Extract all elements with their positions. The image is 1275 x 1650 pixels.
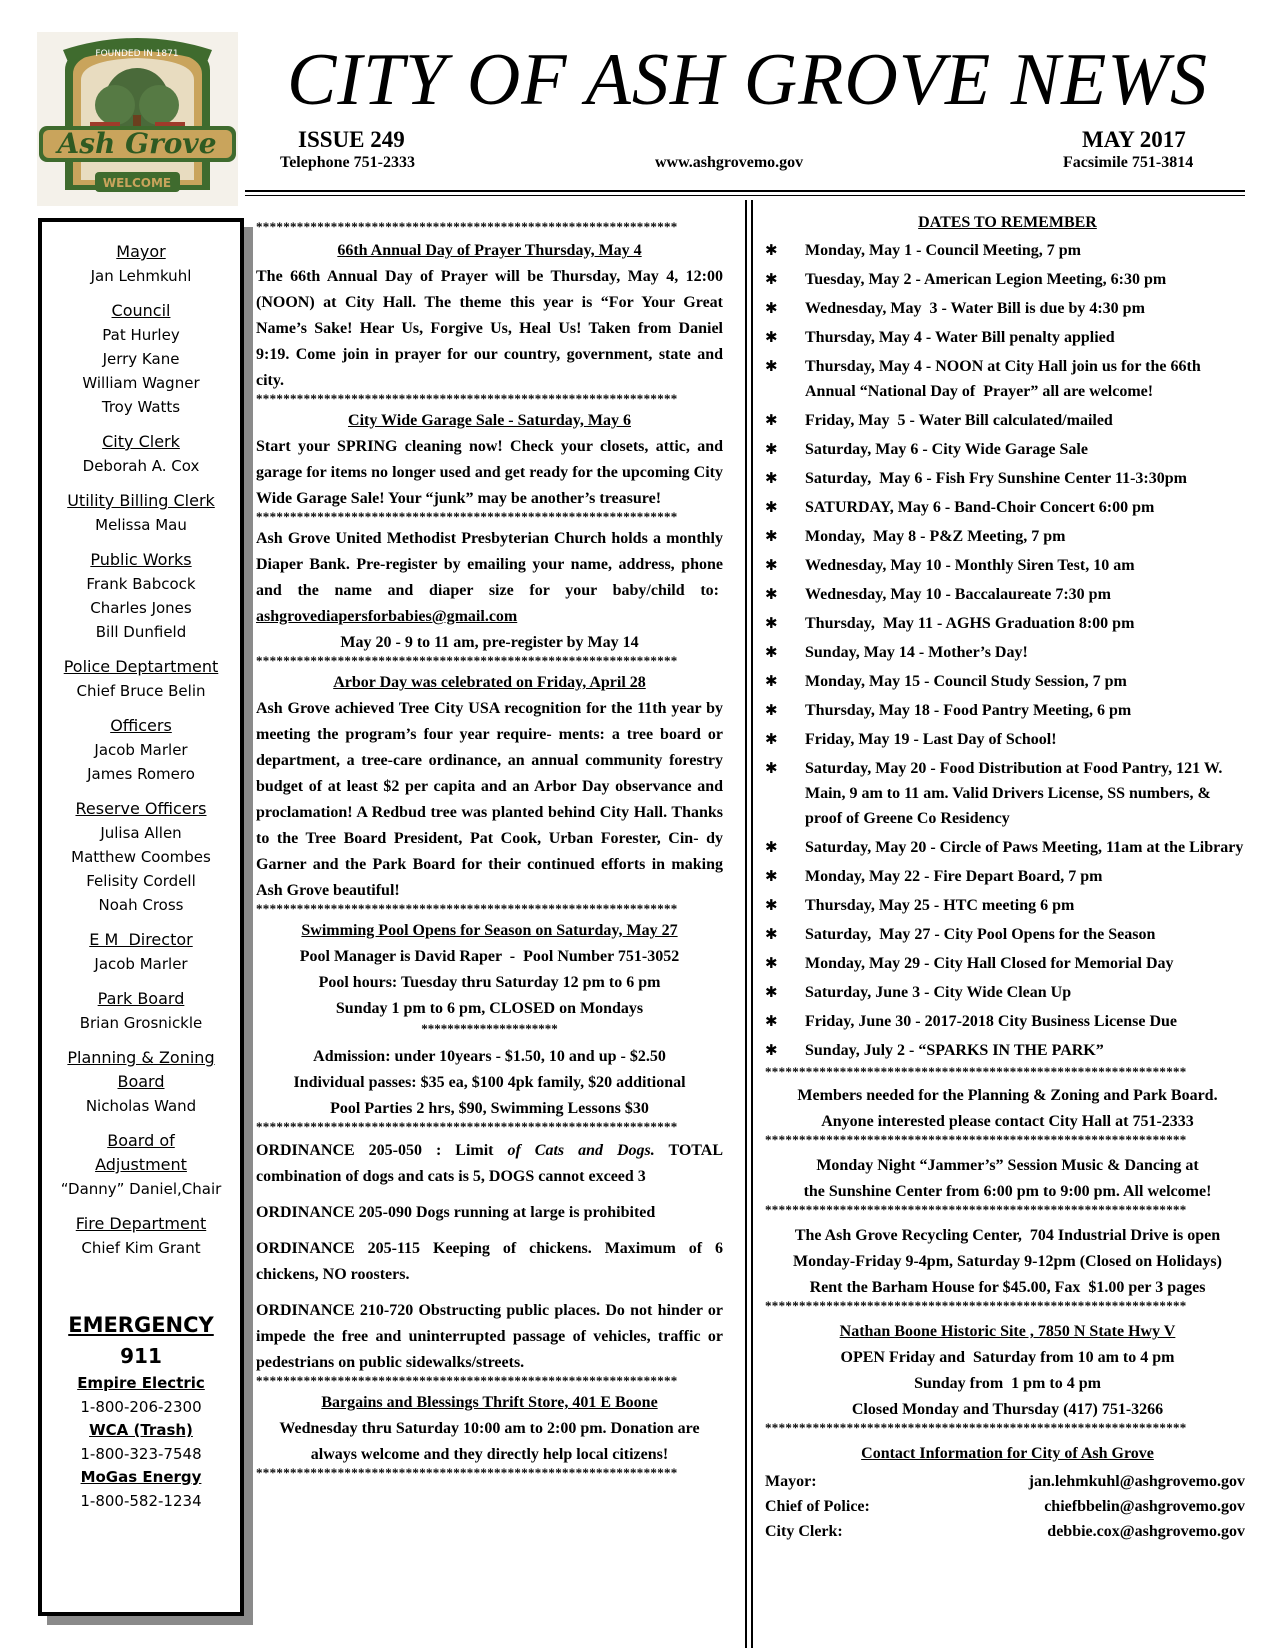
section-heading: Park Board xyxy=(97,989,185,1008)
bullet-icon: ✱ xyxy=(765,730,778,748)
bullet-icon: ✱ xyxy=(765,270,778,288)
official-name: Jacob Marler xyxy=(94,955,188,973)
bullet-icon: ✱ xyxy=(765,672,778,690)
star-divider: ************************************************************** xyxy=(256,394,678,404)
sidebar-section-utility-billing xyxy=(42,489,240,537)
section-heading: City Clerk xyxy=(102,432,180,451)
boone-site-title: Nathan Boone Historic Site , 7850 N State Hwy V xyxy=(839,1323,1176,1340)
date-text: Thursday, May 4 - NOON at City Hall join us for the 66th Annual “National Day of Prayer” all are welcome! xyxy=(805,358,1204,400)
utility-phone: 1-800-206-2300 xyxy=(80,1398,202,1416)
section-heading: Fire Department xyxy=(75,1214,207,1233)
sidebar-section-officers xyxy=(42,714,240,786)
star-divider: ************************************************************** xyxy=(765,1135,1187,1145)
star-divider: ************************************************************** xyxy=(256,1468,678,1478)
pool-title: Swimming Pool Opens for Season on Saturday, May 27 xyxy=(301,922,678,939)
date-item xyxy=(765,893,1250,918)
header-rule-thin xyxy=(245,195,1245,196)
date-text: Saturday, May 6 - Fish Fry Sunshine Center 11-3:30pm xyxy=(805,470,1187,487)
section-heading: E M Director xyxy=(89,930,193,949)
column-divider xyxy=(745,200,747,1648)
star-divider: ************************************************************** xyxy=(765,1067,1187,1077)
contact-email[interactable]: jan.lehmkuhl@ashgrovemo.gov xyxy=(1028,1473,1245,1490)
official-name: Troy Watts xyxy=(101,398,181,416)
official-name: Frank Babcock xyxy=(86,575,196,593)
ash-grove-logo xyxy=(35,30,240,208)
date-item xyxy=(765,466,1250,491)
ordinance-chickens: ORDINANCE 205-115 Keeping of chickens. Maximum of 6 chickens, NO roosters. xyxy=(256,1240,723,1283)
thrift-store-body: Wednesday thru Saturday 10:00 am to 2:00 pm. Donation are always welcome and they directly help local citizens! xyxy=(279,1420,700,1463)
star-divider: ************************************************************** xyxy=(256,1376,678,1386)
bullet-icon: ✱ xyxy=(765,328,778,346)
diaper-bank-schedule: May 20 - 9 to 11 am, pre-register by May 14 xyxy=(340,634,639,651)
bullet-icon: ✱ xyxy=(765,556,778,574)
star-divider: ************************************************************** xyxy=(256,222,678,232)
bullet-icon: ✱ xyxy=(765,838,778,856)
date-text: Thursday, May 4 - Water Bill penalty applied xyxy=(805,329,1115,346)
date-text: Friday, May 19 - Last Day of School! xyxy=(805,731,1057,748)
bullet-icon: ✱ xyxy=(765,527,778,545)
bullet-icon: ✱ xyxy=(765,701,778,719)
official-name: William Wagner xyxy=(82,374,200,392)
date-text: Sunday, May 14 - Mother’s Day! xyxy=(805,644,1028,661)
sidebar-section-city-clerk xyxy=(42,430,240,478)
official-name: Melissa Mau xyxy=(95,516,187,534)
utility-name: Empire Electric xyxy=(77,1374,205,1392)
star-divider: ************************************************************** xyxy=(765,1423,1187,1433)
sidebar-section-reserve-officers xyxy=(42,797,240,917)
official-name: Bill Dunfield xyxy=(95,623,187,641)
date-item xyxy=(765,864,1250,889)
diaper-bank-text: Ash Grove United Methodist Presbyterian Church holds a monthly Diaper Bank. Pre-register by emailing your name, address, phone and the name and diaper size for your baby/child to: xyxy=(256,530,723,599)
section-heading: Reserve Officers xyxy=(75,799,207,818)
contact-row xyxy=(765,1469,1245,1494)
date-text: Tuesday, May 2 - American Legion Meeting, 6:30 pm xyxy=(805,271,1167,288)
star-divider: ************************************************************** xyxy=(256,904,678,914)
right-column xyxy=(765,212,1250,1544)
ordinance-cats-dogs xyxy=(256,1138,723,1190)
date-text: Thursday, May 11 - AGHS Graduation 8:00 pm xyxy=(805,615,1135,632)
recycling-center: Monday-Friday 9-4pm, Saturday 9-12pm (Closed on Holidays) xyxy=(793,1253,1222,1270)
sidebar-section-fire-department xyxy=(42,1212,240,1260)
official-name: Jacob Marler xyxy=(94,741,188,759)
logo-welcome: WELCOME xyxy=(102,176,172,190)
bullet-icon: ✱ xyxy=(765,614,778,632)
utility-name: WCA (Trash) xyxy=(89,1421,193,1439)
date-item xyxy=(765,495,1250,520)
sidebar-section-mayor xyxy=(42,240,240,288)
date-item xyxy=(765,325,1250,350)
date-item xyxy=(765,238,1250,263)
official-name: “Danny” Daniel,Chair xyxy=(60,1180,222,1198)
date-item xyxy=(765,296,1250,321)
contact-row xyxy=(765,1494,1245,1519)
date-text: Friday, May 5 - Water Bill calculated/mailed xyxy=(805,412,1113,429)
section-heading: Utility Billing Clerk xyxy=(67,491,215,510)
date-item xyxy=(765,835,1250,860)
issue-date: MAY 2017 xyxy=(1082,127,1186,152)
official-name: Pat Hurley xyxy=(102,326,180,344)
official-name: Matthew Coombes xyxy=(71,848,211,866)
date-text: Monday, May 22 - Fire Depart Board, 7 pm xyxy=(805,868,1103,885)
bullet-icon: ✱ xyxy=(765,925,778,943)
garage-sale-title: City Wide Garage Sale - Saturday, May 6 xyxy=(348,412,631,429)
date-item xyxy=(765,698,1250,723)
contact-role: Mayor: xyxy=(765,1473,817,1490)
sidebar-section-planning-zoning xyxy=(42,1046,240,1118)
contact-row xyxy=(765,1519,1245,1544)
bullet-icon: ✱ xyxy=(765,896,778,914)
sidebar-section-council xyxy=(42,299,240,419)
bullet-icon: ✱ xyxy=(765,299,778,317)
garage-sale-body: Start your SPRING cleaning now! Check your closets, attic, and garage for items no longer used and get ready for the upcoming City Wide Garage Sale! Your “junk” may be another’s treasure! xyxy=(256,438,723,507)
column-divider xyxy=(751,200,753,1648)
date-item xyxy=(765,756,1250,831)
date-text: Wednesday, May 10 - Monthly Siren Test, 10 am xyxy=(805,557,1135,574)
date-text: Thursday, May 18 - Food Pantry Meeting, 6 pm xyxy=(805,702,1132,719)
date-text: Saturday, May 20 - Circle of Paws Meeting, 11am at the Library xyxy=(805,839,1244,856)
date-text: Thursday, May 25 - HTC meeting 6 pm xyxy=(805,897,1075,914)
ordinance-text-italic: of Cats and Dogs. xyxy=(507,1142,655,1159)
contact-info-title: Contact Information for City of Ash Grove xyxy=(861,1445,1154,1462)
utility-name: MoGas Energy xyxy=(80,1468,202,1486)
officials-sidebar xyxy=(38,218,244,1616)
official-name: James Romero xyxy=(87,765,195,783)
boone-site-line: OPEN Friday and Saturday from 10 am to 4 pm xyxy=(840,1349,1175,1366)
date-text: Monday, May 15 - Council Study Session, 7 pm xyxy=(805,673,1127,690)
middle-column xyxy=(256,222,723,1478)
diaper-bank-body xyxy=(256,526,723,630)
date-item xyxy=(765,437,1250,462)
utility-phone: 1-800-582-1234 xyxy=(80,1492,202,1510)
pool-line: Pool hours: Tuesday thru Saturday 12 pm to 6 pm xyxy=(318,974,661,991)
official-name: Charles Jones xyxy=(90,599,192,617)
official-name: Felisity Cordell xyxy=(86,872,196,890)
sidebar-section-public-works xyxy=(42,548,240,644)
official-name: Julisa Allen xyxy=(100,824,182,842)
boone-site-line: Closed Monday and Thursday (417) 751-3266 xyxy=(851,1401,1164,1418)
dates-list xyxy=(765,238,1250,1063)
official-name: Chief Bruce Belin xyxy=(76,682,206,700)
bullet-icon: ✱ xyxy=(765,440,778,458)
date-item xyxy=(765,669,1250,694)
emergency-number: 911 xyxy=(120,1344,162,1368)
bullet-icon: ✱ xyxy=(765,498,778,516)
arbor-day-body: Ash Grove achieved Tree City USA recognition for the 11th year by meeting the program’s four year require- ments: a tree board or department, a tree-care ordinance, an annual community forestry budget of at least $2 per capita and an Arbor Day observance and proclamation! A Redbud tree was planted behind City Hall. Thanks to the Tree Board President, Pat Cook, Urban Forester, Cin- dy Garner and the Park Board for their continued efforts in making Ash Grove beautiful! xyxy=(256,700,723,899)
contact-email[interactable]: chiefbbelin@ashgrovemo.gov xyxy=(1044,1498,1245,1515)
emergency-heading: EMERGENCY xyxy=(68,1313,214,1337)
date-text: Monday, May 8 - P&Z Meeting, 7 pm xyxy=(805,528,1066,545)
date-text: Sunday, July 2 - “SPARKS IN THE PARK” xyxy=(805,1042,1104,1059)
date-text: Wednesday, May 10 - Baccalaureate 7:30 pm xyxy=(805,586,1111,603)
issue-number: ISSUE 249 xyxy=(298,127,405,152)
recycling-center: Rent the Barham House for $45.00, Fax $1.00 per 3 pages xyxy=(809,1279,1206,1296)
date-text: Wednesday, May 3 - Water Bill is due by 4:30 pm xyxy=(805,300,1145,317)
official-name: Noah Cross xyxy=(98,896,184,914)
bullet-icon: ✱ xyxy=(765,469,778,487)
ordinance-dogs-at-large: ORDINANCE 205-090 Dogs running at large is prohibited xyxy=(256,1204,656,1221)
telephone: Telephone 751-2333 xyxy=(280,154,415,171)
jammers-session: the Sunshine Center from 6:00 pm to 9:00 pm. All welcome! xyxy=(803,1183,1212,1200)
star-divider: ************************************************************** xyxy=(765,1205,1187,1215)
star-divider: ************************************************************** xyxy=(256,512,678,522)
date-text: Monday, May 29 - City Hall Closed for Memorial Day xyxy=(805,955,1174,972)
date-item xyxy=(765,922,1250,947)
prayer-body: The 66th Annual Day of Prayer will be Thursday, May 4, 12:00 (NOON) at City Hall. The theme this year is “For Your Great Name’s Sake! Hear Us, Forgive Us, Heal Us! Taken from Daniel 9:19. Come join in prayer for our country, government, state and city. xyxy=(256,268,723,389)
masthead-title: CITY OF ASH GROVE NEWS xyxy=(287,39,1208,121)
section-heading: Council xyxy=(111,301,171,320)
date-text: SATURDAY, May 6 - Band-Choir Concert 6:00 pm xyxy=(805,499,1155,516)
contact-role: City Clerk: xyxy=(765,1523,843,1540)
bullet-icon: ✱ xyxy=(765,585,778,603)
pool-admission: Pool Parties 2 hrs, $90, Swimming Lessons $30 xyxy=(330,1100,649,1117)
prayer-title: 66th Annual Day of Prayer Thursday, May 4 xyxy=(337,242,642,259)
bullet-icon: ✱ xyxy=(765,241,778,259)
official-name: Jan Lehmkuhl xyxy=(90,267,192,285)
bullet-icon: ✱ xyxy=(765,411,778,429)
section-heading: Mayor xyxy=(116,242,166,261)
date-item xyxy=(765,582,1250,607)
pool-line: Pool Manager is David Raper - Pool Number 751-3052 xyxy=(299,948,680,965)
section-heading: Police Deptartment xyxy=(63,657,219,676)
logo-name: Ash Grove xyxy=(57,127,217,160)
diaper-bank-email[interactable]: ashgrovediapersforbabies@gmail.com xyxy=(256,608,518,625)
date-text: Monday, May 1 - Council Meeting, 7 pm xyxy=(805,242,1081,259)
pool-line: Sunday 1 pm to 6 pm, CLOSED on Mondays xyxy=(335,1000,644,1017)
members-needed: Members needed for the Planning & Zoning and Park Board. xyxy=(797,1087,1218,1104)
contact-table xyxy=(765,1469,1245,1544)
bullet-icon: ✱ xyxy=(765,1041,778,1059)
date-item xyxy=(765,553,1250,578)
sidebar-section-police xyxy=(42,655,240,703)
ordinance-text: TOTAL combination of dogs and cats is 5, DOGS cannot exceed 3 xyxy=(256,1142,723,1185)
bullet-icon: ✱ xyxy=(765,357,778,375)
date-item xyxy=(765,354,1250,404)
jammers-session: Monday Night “Jammer’s” Session Music & Dancing at xyxy=(816,1157,1199,1174)
arbor-day-title: Arbor Day was celebrated on Friday, April 28 xyxy=(333,674,646,691)
utility-phone: 1-800-323-7548 xyxy=(80,1445,202,1463)
date-item xyxy=(765,727,1250,752)
official-name: Deborah A. Cox xyxy=(82,457,200,475)
members-needed: Anyone interested please contact City Hall at 751-2333 xyxy=(821,1113,1194,1130)
section-heading: Public Works xyxy=(90,550,192,569)
pool-admission: Admission: under 10years - $1.50, 10 and up - $2.50 xyxy=(313,1048,666,1065)
thrift-store-title: Bargains and Blessings Thrift Store, 401 E Boone xyxy=(321,1394,658,1411)
date-item xyxy=(765,524,1250,549)
contact-role: Chief of Police: xyxy=(765,1498,870,1515)
sidebar-section-em-director xyxy=(42,928,240,976)
dates-to-remember-title: DATES TO REMEMBER xyxy=(918,214,1097,231)
star-divider: ************************************************************** xyxy=(765,1301,1187,1311)
official-name: Brian Grosnickle xyxy=(79,1014,203,1032)
date-text: Saturday, May 20 - Food Distribution at Food Pantry, 121 W. Main, 9 am to 11 am. Valid Drivers License, SS numbers, & proof of Greene Co Residency xyxy=(805,760,1227,827)
bullet-icon: ✱ xyxy=(765,867,778,885)
date-item xyxy=(765,1038,1250,1063)
official-name: Jerry Kane xyxy=(102,350,180,368)
logo-founded: FOUNDED IN 1871 xyxy=(95,49,179,59)
bullet-icon: ✱ xyxy=(765,954,778,972)
sidebar-section-park-board xyxy=(42,987,240,1035)
website: www.ashgrovemo.gov xyxy=(655,154,804,171)
date-text: Saturday, May 6 - City Wide Garage Sale xyxy=(805,441,1088,458)
date-item xyxy=(765,267,1250,292)
ordinance-obstructing: ORDINANCE 210-720 Obstructing public places. Do not hinder or impede the free and uninterrupted passage of vehicles, traffic or pedestrians on public sidewalks/streets. xyxy=(256,1302,723,1371)
header-rule xyxy=(245,190,1245,192)
section-heading: Board of Adjustment xyxy=(95,1131,187,1174)
boone-site-line: Sunday from 1 pm to 4 pm xyxy=(914,1375,1101,1392)
date-item xyxy=(765,640,1250,665)
section-heading: Officers xyxy=(110,716,172,735)
ordinance-text: ORDINANCE 205-050 : Limit xyxy=(256,1142,508,1159)
pool-star-divider: ********************* xyxy=(421,1021,558,1036)
date-item xyxy=(765,980,1250,1005)
star-divider: ************************************************************** xyxy=(256,1122,678,1132)
section-heading: Planning & Zoning Board xyxy=(67,1048,215,1091)
contact-email[interactable]: debbie.cox@ashgrovemo.gov xyxy=(1047,1523,1245,1540)
date-text: Friday, June 30 - 2017-2018 City Business License Due xyxy=(805,1013,1178,1030)
recycling-center: The Ash Grove Recycling Center, 704 Industrial Drive is open xyxy=(794,1227,1221,1244)
date-item xyxy=(765,408,1250,433)
bullet-icon: ✱ xyxy=(765,643,778,661)
date-text: Saturday, May 27 - City Pool Opens for the Season xyxy=(805,926,1156,943)
pool-admission: Individual passes: $35 ea, $100 4pk family, $20 additional xyxy=(293,1074,686,1091)
date-item xyxy=(765,611,1250,636)
facsimile: Facsimile 751-3814 xyxy=(1063,154,1194,171)
sidebar-section-board-of-adjustment xyxy=(42,1129,240,1201)
bullet-icon: ✱ xyxy=(765,983,778,1001)
official-name: Chief Kim Grant xyxy=(81,1239,201,1257)
bullet-icon: ✱ xyxy=(765,1012,778,1030)
date-item xyxy=(765,1009,1250,1034)
star-divider: ************************************************************** xyxy=(256,656,678,666)
date-text: Saturday, June 3 - City Wide Clean Up xyxy=(805,984,1072,1001)
date-item xyxy=(765,951,1250,976)
official-name: Nicholas Wand xyxy=(85,1097,197,1115)
bullet-icon: ✱ xyxy=(765,759,778,777)
